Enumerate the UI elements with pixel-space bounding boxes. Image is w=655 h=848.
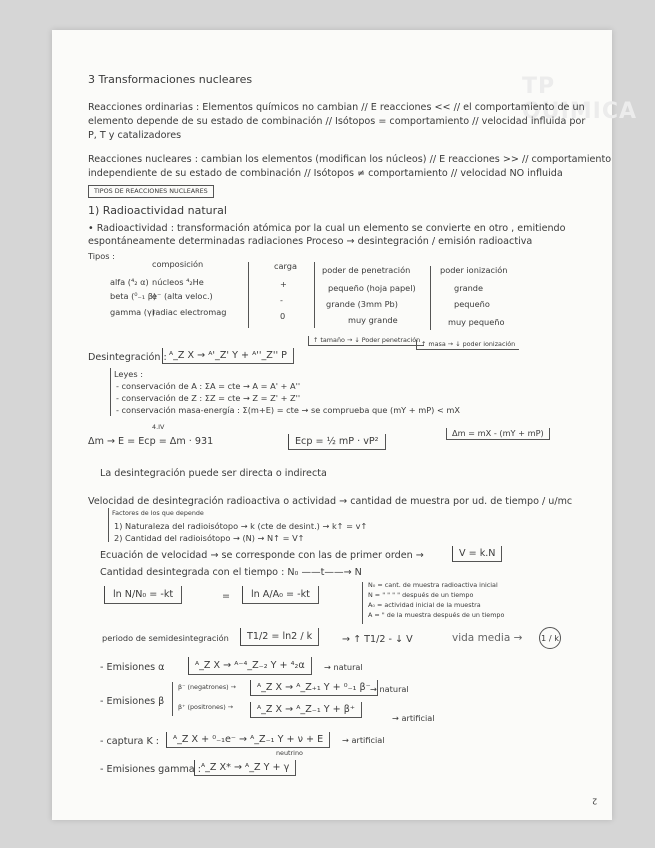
captura-label: - captura K : <box>100 736 160 747</box>
section-title: 3 Transformaciones nucleares <box>88 73 253 86</box>
table-divider <box>430 266 431 330</box>
leyes-brace <box>110 368 111 416</box>
alpha-label: - Emisiones α <box>100 662 165 673</box>
col-ionizacion: poder ionización <box>440 265 508 275</box>
note-ionizacion: ↑ masa → ↓ poder ionización <box>416 340 519 350</box>
table-divider <box>248 262 249 328</box>
captura-type: → artificial <box>342 735 385 745</box>
row-gamma-comp: radiac electromag <box>152 307 227 317</box>
nucleares-line-1: Reacciones nucleares : cambian los elementos (modifican los núcleos) // E reacciones >> // comportamiento <box>88 154 612 165</box>
radioactividad-title: 1) Radioactividad natural <box>88 204 227 217</box>
ln-formula-1: ln N/N₀ = -kt <box>104 586 182 604</box>
ghost-header: TP QUIMICA <box>522 74 638 124</box>
ln-note-3: A₀ = actividad inicial de la muestra <box>368 601 481 609</box>
factor-1: 1) Naturaleza del radioisótopo → k (cte de desint.) → k↑ = v↑ <box>114 521 368 531</box>
col-penetracion: poder de penetración <box>322 265 411 275</box>
ln-note-1: N₀ = cant. de muestra radioactiva inicial <box>368 581 498 589</box>
row-alfa-name: alfa (⁴₂ α) <box>110 277 149 287</box>
ley-masa: - conservación masa-energía : Σ(m+E) = cte → se comprueba que (mY + mP) < mX <box>116 405 461 415</box>
velocidad-line: Velocidad de desintegración radioactiva o actividad → cantidad de muestra por ud. de tiempo / u/mc <box>88 496 573 507</box>
gamma-formula: ᴬ_Z X* → ᴬ_Z Y + γ <box>194 760 296 776</box>
beta-pos-type: → artificial <box>392 713 435 723</box>
ordinarias-line-1: Reacciones ordinarias : Elementos químicos no cambian // E reacciones << // el comportamiento de un <box>88 102 585 113</box>
tipos-label: Tipos : <box>88 251 115 261</box>
row-gamma-ion: muy pequeño <box>448 317 505 327</box>
ln-note-2: N = " " " " después de un tiempo <box>368 591 474 599</box>
row-alfa-comp: núcleos ⁴₂He <box>152 277 204 287</box>
ln-formula-2: ln A/A₀ = -kt <box>242 586 319 604</box>
beta-brace <box>172 682 173 716</box>
energy-top: 4.IV <box>152 423 165 431</box>
note-penetracion: ↑ tamaño → ↓ Poder penetración <box>308 336 424 346</box>
energy-formula: Δm → E = Ecp = Δm · 931 <box>88 436 214 447</box>
row-beta-pen: grande (3mm Pb) <box>326 299 398 309</box>
ecp-formula: Ecp = ½ mP · vP² <box>288 434 386 450</box>
row-alfa-ion: grande <box>454 283 484 293</box>
leyes-label: Leyes : <box>114 369 143 379</box>
gamma-label: - Emisiones gamma : <box>100 764 201 775</box>
captura-sub: neutrino <box>276 749 303 757</box>
row-gamma-pen: muy grande <box>348 315 398 325</box>
desint-formula: ᴬ_Z X → ᴬ'_Z' Y + ᴬ''_Z'' P <box>162 348 294 364</box>
ordinarias-line-3: P, T y catalizadores <box>88 130 182 141</box>
ley-z: - conservación de Z : ΣZ = cte → Z = Z' + Z'' <box>116 393 301 403</box>
alpha-formula: ᴬ_Z X → ᴬ⁻⁴_Z₋₂ Y + ⁴₂α <box>188 657 312 675</box>
beta-pos-formula: ᴬ_Z X → ᴬ_Z₋₁ Y + β⁺ <box>250 702 362 718</box>
tipos-header: TIPOS DE REACCIONES NUCLEARES <box>88 185 214 198</box>
beta-label: - Emisiones β <box>100 696 165 707</box>
factores-brace <box>108 508 109 542</box>
ln-notes-brace <box>362 582 363 624</box>
cantidad-line: Cantidad desintegrada con el tiempo : N₀ ——t——→ N <box>100 567 362 578</box>
ln-equals: = <box>222 591 231 602</box>
row-beta-ion: pequeño <box>454 299 490 309</box>
beta-neg-formula: ᴬ_Z X → ᴬ_Z₊₁ Y + ⁰₋₁ β⁻ <box>250 680 378 696</box>
row-beta-comp: e⁻ (alta veloc.) <box>152 291 213 301</box>
directa-line: La desintegración puede ser directa o indirecta <box>100 468 327 479</box>
delta-m-box: Δm = mX - (mY + mP) <box>446 428 550 440</box>
row-gamma-name: gamma (γ) <box>110 307 156 317</box>
row-beta-carga: - <box>280 295 283 305</box>
row-gamma-carga: 0 <box>280 311 286 321</box>
radio-def-2: espontáneamente determinadas radiaciones Proceso → desintegración / emisión radioactiva <box>88 236 533 247</box>
radio-def-1: • Radioactividad : transformación atómica por la cual un elemento se convierte en otro , emitiendo <box>88 223 566 234</box>
notebook-page <box>52 30 638 820</box>
col-carga: carga <box>274 261 297 271</box>
semi-formula: T1/2 = ln2 / k <box>240 628 319 646</box>
semi-relation: → ↑ T1/2 - ↓ V <box>342 634 413 645</box>
vida-media: vida media → <box>452 632 523 644</box>
row-alfa-pen: pequeño (hoja papel) <box>328 283 416 293</box>
beta-neg-type: → natural <box>370 684 409 694</box>
col-composicion: composición <box>152 259 204 269</box>
vida-media-circle: 1 / k <box>539 627 561 649</box>
semi-label: periodo de semidesintegración <box>102 633 229 643</box>
alpha-type: → natural <box>324 662 363 672</box>
beta-neg-label: β⁻ (negatrones) → <box>178 683 237 691</box>
factor-2: 2) Cantidad del radioisótopo → (N) → N↑ = V↑ <box>114 533 305 543</box>
ecuacion-box: V = k.N <box>452 546 502 562</box>
captura-formula: ᴬ_Z X + ⁰₋₁e⁻ → ᴬ_Z₋₁ Y + ν + E <box>166 732 330 748</box>
ordinarias-line-2: elemento depende de su estado de combinación // Isótopos = comportamiento // velocidad influida por <box>88 116 586 127</box>
factores-label: Factores de los que depende <box>112 509 204 517</box>
beta-pos-label: β⁺ (positrones) → <box>178 703 234 711</box>
ley-a: - conservación de A : ΣA = cte → A = A' + A'' <box>116 381 301 391</box>
desint-label: Desintegración : <box>88 352 167 363</box>
ln-note-4: A = " de la muestra después de un tiempo <box>368 611 505 619</box>
row-alfa-carga: + <box>280 279 287 289</box>
table-divider <box>314 262 315 328</box>
page-number: 2 <box>592 796 598 807</box>
row-beta-name: beta (⁰₋₁ β) <box>110 291 157 301</box>
ecuacion-line: Ecuación de velocidad → se corresponde con las de primer orden → <box>100 550 424 561</box>
nucleares-line-2: independiente de su estado de combinación // Isótopos ≠ comportamiento // velocidad NO influida <box>88 168 563 179</box>
